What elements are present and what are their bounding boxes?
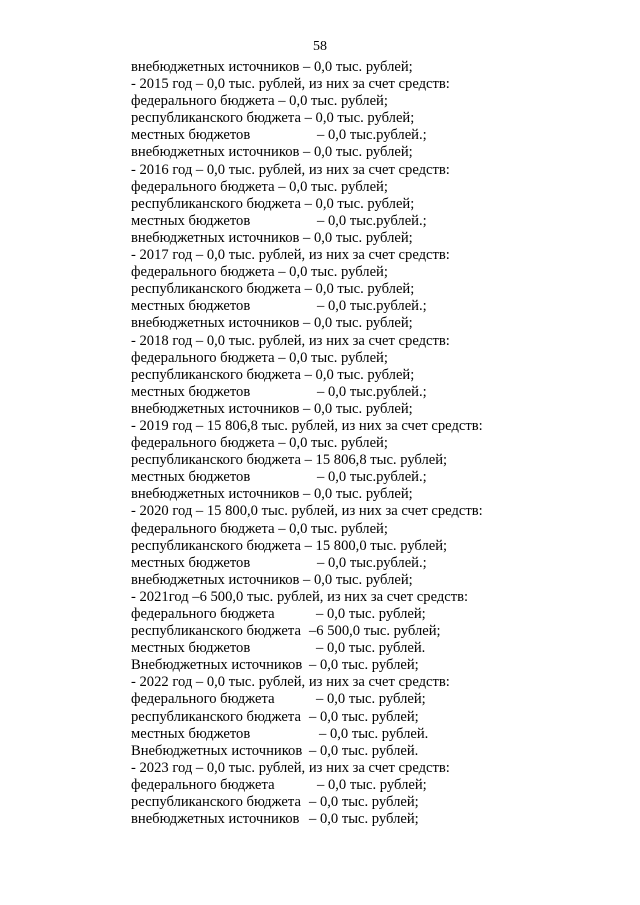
line-label: внебюджетных источников bbox=[131, 811, 300, 828]
line-value: – 0,0 тыс. рублей; bbox=[309, 708, 419, 725]
line-text: - 2015 год – 0,0 тыс. рублей, из них за счет средств: bbox=[131, 76, 450, 93]
line-value: – 0,0 тыс. рублей; bbox=[317, 776, 427, 793]
line-value: – 0,0 тыс. рублей; bbox=[316, 606, 426, 622]
line-value: – 0,0 тыс.рублей.; bbox=[317, 554, 427, 571]
line-label: местных бюджетов bbox=[131, 383, 251, 400]
line-value: – 0,0 тыс.рублей.; bbox=[317, 127, 427, 144]
text-line bbox=[131, 469, 601, 486]
line-label: Внебюджетных источников bbox=[131, 657, 303, 674]
line-label: местных бюджетов bbox=[131, 212, 251, 229]
line-label: местных бюджетов bbox=[131, 127, 251, 144]
line-value: – 0,0 тыс. рублей; bbox=[309, 657, 419, 674]
line-value: – 0,0 тыс.рублей.; bbox=[317, 383, 427, 400]
text-line bbox=[131, 110, 601, 127]
line-text: - 2017 год – 0,0 тыс. рублей, из них за счет средств: bbox=[131, 247, 450, 264]
text-line bbox=[131, 315, 601, 332]
text-line bbox=[131, 674, 601, 691]
line-text: внебюджетных источников – 0,0 тыс. рублей; bbox=[131, 400, 413, 417]
text-line bbox=[131, 709, 601, 726]
line-text: федерального бюджета – 0,0 тыс. рублей; bbox=[131, 93, 388, 110]
line-text: - 2019 год – 15 806,8 тыс. рублей, из них за счет средств: bbox=[131, 417, 483, 434]
line-text: республиканского бюджета – 15 800,0 тыс. рублей; bbox=[131, 537, 448, 554]
text-line bbox=[131, 726, 601, 743]
line-value: – 0,0 тыс.рублей.; bbox=[317, 298, 427, 315]
document-body bbox=[131, 59, 601, 828]
text-line bbox=[131, 452, 601, 469]
text-line bbox=[131, 247, 601, 264]
line-text: федерального бюджета – 0,0 тыс. рублей; bbox=[131, 264, 388, 281]
text-line bbox=[131, 691, 601, 708]
text-line bbox=[131, 384, 601, 401]
line-label: Внебюджетных источников bbox=[131, 742, 303, 759]
line-text: федерального бюджета – 0,0 тыс. рублей; bbox=[131, 349, 388, 366]
text-line bbox=[131, 418, 601, 435]
line-label: местных бюджетов bbox=[131, 469, 251, 486]
text-line bbox=[131, 811, 601, 828]
text-line bbox=[131, 640, 601, 657]
text-line bbox=[131, 144, 601, 161]
text-line bbox=[131, 486, 601, 503]
line-text: федерального бюджета – 0,0 тыс. рублей; bbox=[131, 178, 388, 195]
text-line bbox=[131, 264, 601, 281]
line-text: федерального бюджета – 0,0 тыс. рублей; bbox=[131, 435, 388, 452]
line-text: республиканского бюджета – 0,0 тыс. рублей; bbox=[131, 195, 415, 212]
line-label: федерального бюджета bbox=[131, 691, 275, 708]
text-line bbox=[131, 606, 601, 623]
text-line bbox=[131, 589, 601, 606]
line-label: федерального бюджета bbox=[131, 776, 275, 793]
line-value: –6 500,0 тыс. рублей; bbox=[309, 623, 441, 640]
page-number: 58 bbox=[313, 39, 327, 54]
line-label: местных бюджетов bbox=[131, 640, 251, 657]
line-text: республиканского бюджета – 0,0 тыс. рублей; bbox=[131, 281, 415, 298]
text-line bbox=[131, 93, 601, 110]
line-text: - 2022 год – 0,0 тыс. рублей, из них за счет средств: bbox=[131, 674, 450, 691]
text-line bbox=[131, 298, 601, 315]
text-line bbox=[131, 367, 601, 384]
line-value: – 0,0 тыс. рублей. bbox=[316, 640, 426, 657]
text-line bbox=[131, 179, 601, 196]
line-value: – 0,0 тыс. рублей; bbox=[309, 811, 419, 828]
line-label: республиканского бюджета bbox=[131, 794, 301, 811]
line-text: внебюджетных источников – 0,0 тыс. рублей; bbox=[131, 571, 413, 588]
line-value: – 0,0 тыс. рублей; bbox=[309, 794, 419, 811]
line-text: республиканского бюджета – 15 806,8 тыс. рублей; bbox=[131, 452, 448, 469]
text-line bbox=[131, 127, 601, 144]
line-label: республиканского бюджета bbox=[131, 623, 301, 640]
line-text: внебюджетных источников – 0,0 тыс. рублей; bbox=[131, 229, 413, 246]
text-line bbox=[131, 777, 601, 794]
line-label: местных бюджетов bbox=[131, 725, 251, 742]
text-line bbox=[131, 555, 601, 572]
text-line bbox=[131, 538, 601, 555]
line-text: - 2023 год – 0,0 тыс. рублей, из них за счет средств: bbox=[131, 759, 450, 776]
line-text: - 2020 год – 15 800,0 тыс. рублей, из них за счет средств: bbox=[131, 503, 483, 520]
text-line bbox=[131, 503, 601, 520]
line-text: - 2016 год – 0,0 тыс. рублей, из них за счет средств: bbox=[131, 161, 450, 178]
line-label: республиканского бюджета bbox=[131, 708, 301, 725]
line-value: – 0,0 тыс. рублей. bbox=[319, 725, 429, 742]
line-text: - 2018 год – 0,0 тыс. рублей, из них за счет средств: bbox=[131, 332, 450, 349]
text-line bbox=[131, 572, 601, 589]
line-text: внебюджетных источников – 0,0 тыс. рублей; bbox=[131, 144, 413, 161]
line-text: - 2021год –6 500,0 тыс. рублей, из них за счет средств: bbox=[131, 588, 469, 605]
text-line bbox=[131, 350, 601, 367]
line-text: внебюджетных источников – 0,0 тыс. рублей; bbox=[131, 315, 413, 332]
line-value: – 0,0 тыс.рублей.; bbox=[317, 212, 427, 229]
line-label: местных бюджетов bbox=[131, 298, 251, 315]
text-line bbox=[131, 760, 601, 777]
text-line bbox=[131, 657, 601, 674]
line-text: федерального бюджета – 0,0 тыс. рублей; bbox=[131, 520, 388, 537]
text-line bbox=[131, 213, 601, 230]
text-line bbox=[131, 76, 601, 93]
line-text: республиканского бюджета – 0,0 тыс. рублей; bbox=[131, 366, 415, 383]
text-line bbox=[131, 521, 601, 538]
text-line bbox=[131, 281, 601, 298]
text-line bbox=[131, 623, 601, 640]
text-line bbox=[131, 162, 601, 179]
line-value: – 0,0 тыс. рублей; bbox=[316, 691, 426, 708]
text-line bbox=[131, 435, 601, 452]
text-line bbox=[131, 794, 601, 811]
line-text: республиканского бюджета – 0,0 тыс. рублей; bbox=[131, 110, 415, 127]
text-line bbox=[131, 59, 601, 76]
line-value: – 0,0 тыс. рублей. bbox=[309, 742, 419, 759]
line-text: внебюджетных источников – 0,0 тыс. рублей; bbox=[131, 59, 413, 75]
text-line bbox=[131, 196, 601, 213]
text-line bbox=[131, 230, 601, 247]
text-line bbox=[131, 401, 601, 418]
text-line bbox=[131, 333, 601, 350]
line-label: местных бюджетов bbox=[131, 554, 251, 571]
line-label: федерального бюджета bbox=[131, 606, 275, 622]
text-line bbox=[131, 743, 601, 760]
line-value: – 0,0 тыс.рублей.; bbox=[317, 469, 427, 486]
line-text: внебюджетных источников – 0,0 тыс. рублей; bbox=[131, 486, 413, 503]
